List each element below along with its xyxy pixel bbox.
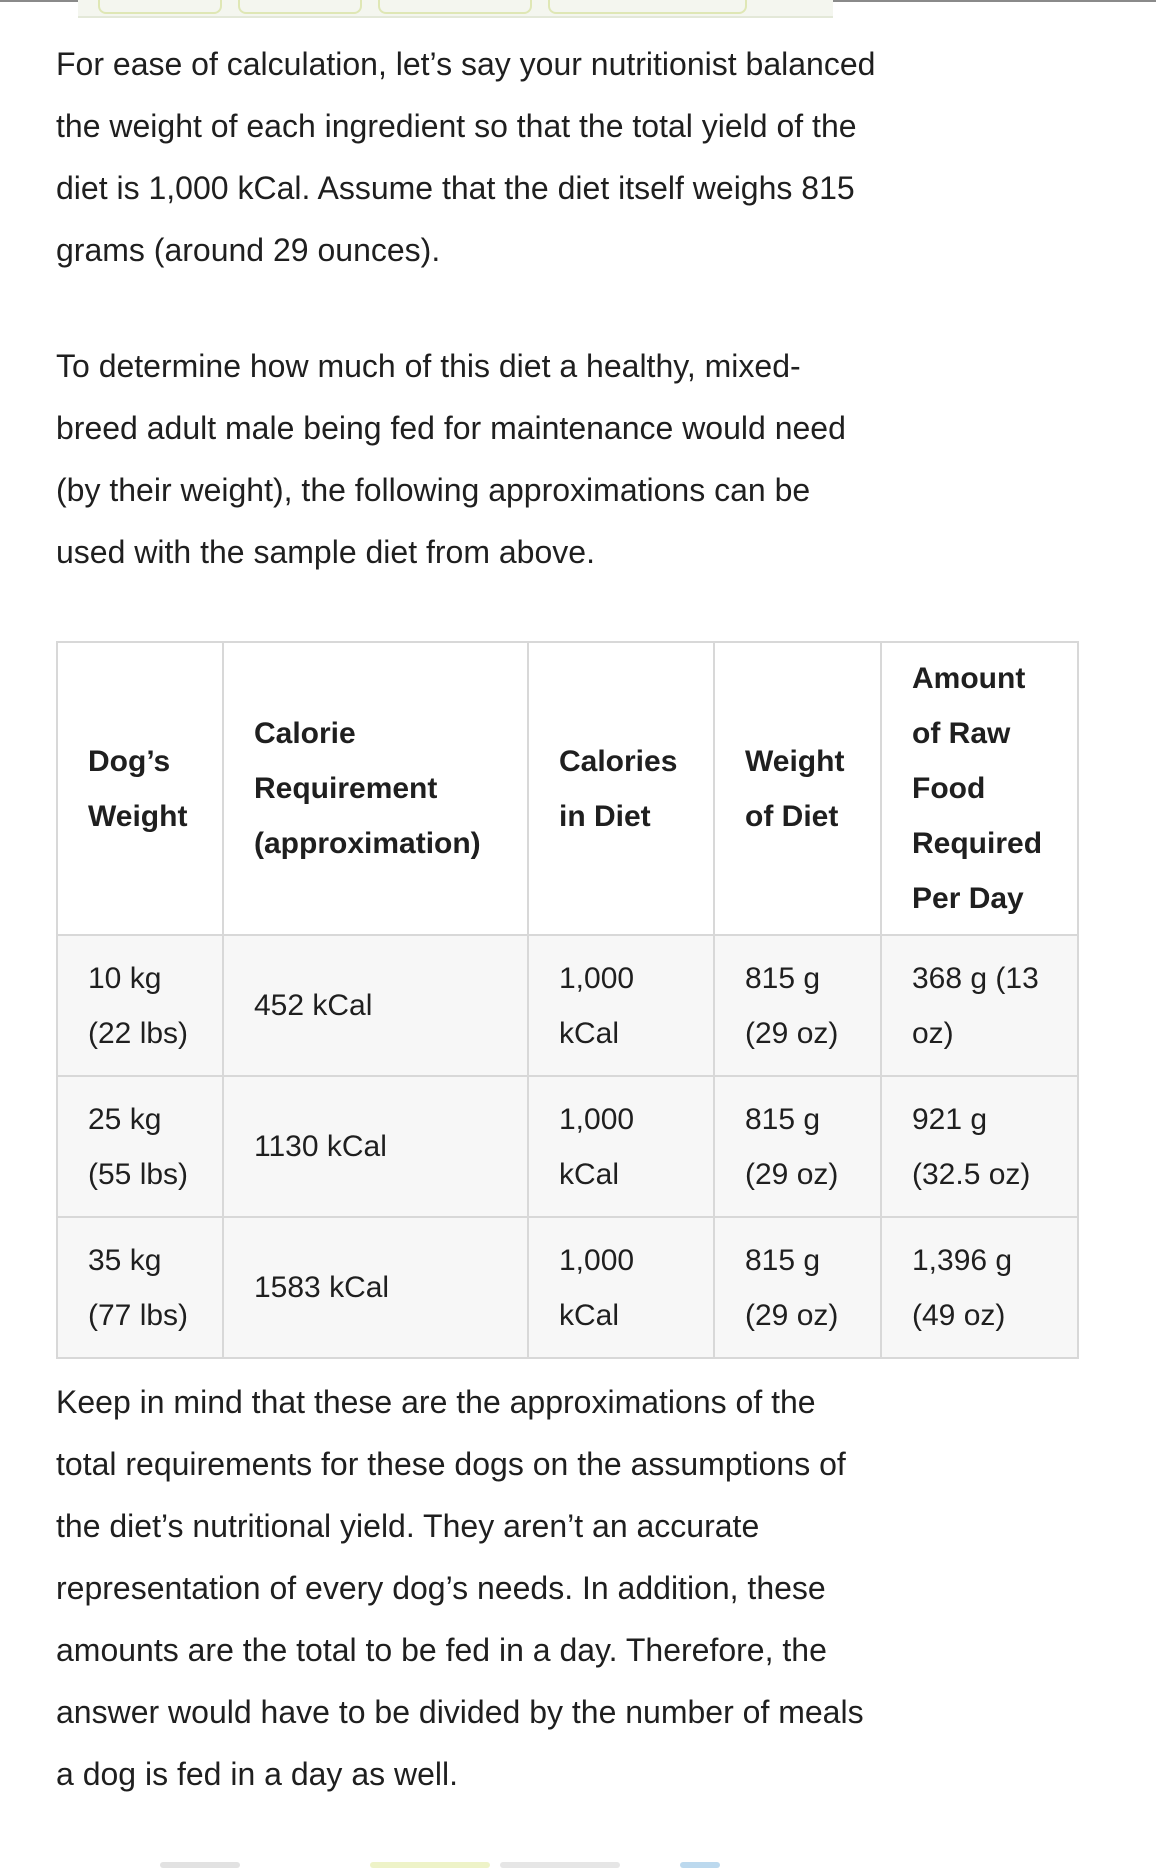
cell-dog-weight: 25 kg (55 lbs): [57, 1076, 223, 1217]
cell-calories-in-diet: 1,000 kCal: [528, 935, 714, 1076]
cell-calories-in-diet: 1,000 kCal: [528, 1217, 714, 1358]
cell-weight-of-diet: 815 g (29 oz): [714, 1076, 881, 1217]
next-content-edge: [160, 1858, 740, 1870]
intro-paragraph: For ease of calculation, let’s say your nutritionist balanced the weight of each ingredient so that the total yield of the diet is 1,000 kCal. Assume that the diet itself weighs 815 grams (around 29 ounces).: [56, 46, 876, 268]
table-header-row: [57, 642, 1078, 935]
cell-raw-food-per-day: 1,396 g (49 oz): [881, 1217, 1078, 1358]
content-edge-segment: [160, 1862, 240, 1868]
content-edge-segment: [370, 1862, 490, 1868]
cell-raw-food-per-day: 921 g (32.5 oz): [881, 1076, 1078, 1217]
feeding-table: [56, 641, 1079, 1359]
content-edge-segment: [378, 0, 532, 14]
header-calories-in-diet: Calories in Diet: [528, 642, 714, 935]
content-edge-segment: [680, 1862, 720, 1868]
cell-calorie-requirement: 1583 kCal: [223, 1217, 528, 1358]
cell-dog-weight: 10 kg (22 lbs): [57, 935, 223, 1076]
header-dog-weight: Dog’s Weight: [57, 642, 223, 935]
table-row: [57, 1217, 1078, 1358]
cell-dog-weight: 35 kg (77 lbs): [57, 1217, 223, 1358]
cell-calorie-requirement: 452 kCal: [223, 935, 528, 1076]
keep-in-mind-paragraph: Keep in mind that these are the approximations of the total requirements for these dogs on the assumptions of the diet’s nutritional yield. They aren’t an accurate representation of every dog’s needs. In addition, these amounts are the total to be fed in a day. Therefore, the answer would have to be divided by the number of meals a dog is fed in a day as well.: [56, 1384, 864, 1792]
content-edge-segment: [548, 0, 747, 14]
table-row: [57, 1076, 1078, 1217]
table-row: [57, 935, 1078, 1076]
content-edge-segment: [238, 0, 362, 14]
cell-raw-food-per-day: 368 g (13 oz): [881, 935, 1078, 1076]
header-weight-of-diet: Weight of Diet: [714, 642, 881, 935]
cell-weight-of-diet: 815 g (29 oz): [714, 935, 881, 1076]
cell-calorie-requirement: 1130 kCal: [223, 1076, 528, 1217]
previous-content-edge: [78, 0, 833, 18]
cell-weight-of-diet: 815 g (29 oz): [714, 1217, 881, 1358]
header-raw-food-per-day: Amount of Raw Food Required Per Day: [881, 642, 1078, 935]
determine-paragraph: To determine how much of this diet a healthy, mixed-breed adult male being fed for maintenance would need (by their weight), the following approximations can be used with the sample diet from above.: [56, 348, 846, 570]
content-edge-segment: [98, 0, 222, 14]
content-edge-segment: [500, 1862, 620, 1868]
cell-calories-in-diet: 1,000 kCal: [528, 1076, 714, 1217]
header-calorie-requirement: Calorie Requirement (approximation): [223, 642, 528, 935]
